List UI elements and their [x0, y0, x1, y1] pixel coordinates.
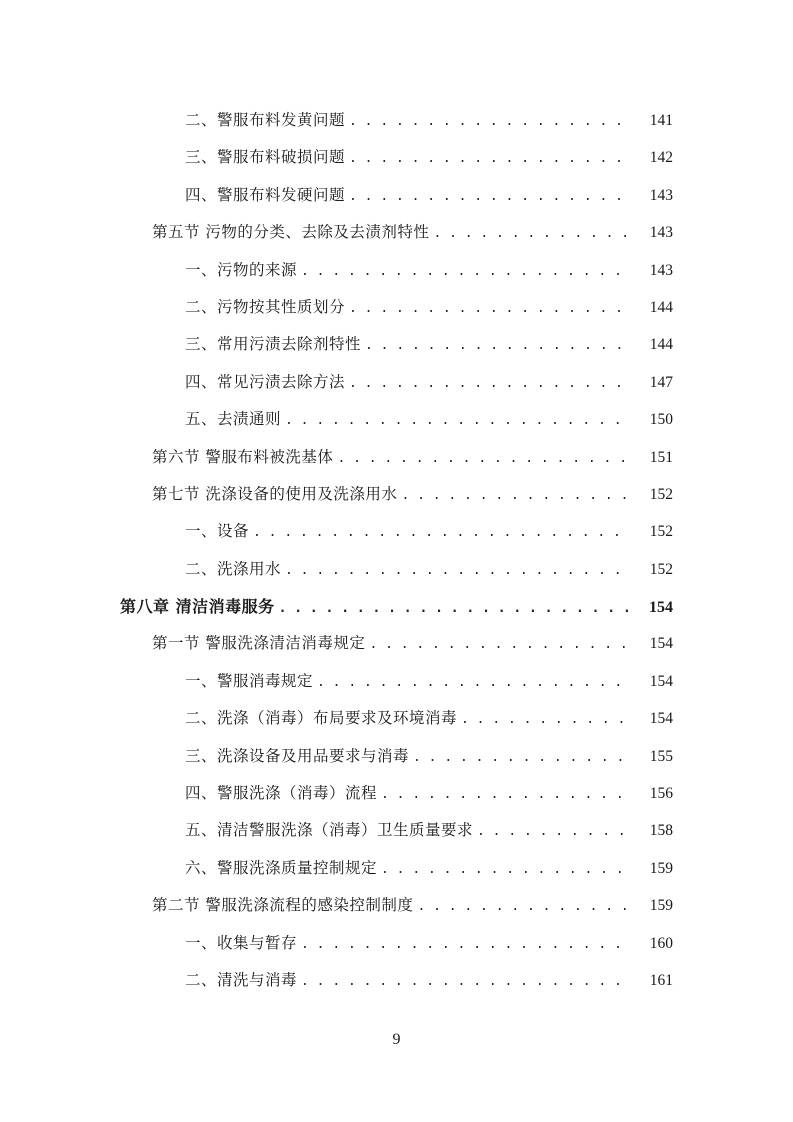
toc-subsection-entry [0, 925, 793, 962]
toc-entry-title: 一、污物的来源 [185, 260, 298, 279]
toc-subsection-entry [0, 364, 793, 401]
toc-dot-leader [417, 888, 631, 925]
toc-entry-title: 二、洗涤用水 [185, 559, 282, 578]
toc-dot-leader [461, 701, 631, 738]
toc-dot-leader [369, 626, 631, 663]
toc-entry-page: 151 [649, 448, 673, 466]
toc-entry-title: 三、常用污渍去除剂特性 [185, 335, 362, 354]
toc-entry-page: 141 [649, 112, 673, 129]
toc-subsection-entry [0, 513, 793, 550]
toc-subsection-entry [0, 850, 793, 887]
toc-chapter-entry [0, 588, 793, 625]
toc-dot-leader [349, 365, 631, 402]
toc-subsection-entry [0, 102, 793, 139]
toc-subsection-entry [0, 738, 793, 775]
toc-entry-title: 一、收集与暂存 [185, 933, 298, 952]
toc-entry-page: 154 [649, 672, 673, 690]
toc-entry-title: 五、清洁警服洗涤（消毒）卫生质量要求 [185, 821, 474, 840]
toc-entry-page: 154 [649, 599, 673, 617]
toc-entry-page: 144 [649, 336, 673, 354]
toc-entry-page: 147 [649, 373, 673, 391]
toc-dot-leader [337, 440, 631, 477]
toc-entry-title: 四、警服洗涤（消毒）流程 [185, 784, 378, 803]
toc-subsection-entry [0, 139, 793, 176]
toc-entry-title: 二、警服布料发黄问题 [185, 111, 346, 129]
toc-subsection-entry [0, 551, 793, 588]
toc-subsection-entry [0, 663, 793, 700]
toc-entry-page: 144 [649, 298, 673, 316]
toc-entry-page: 154 [649, 635, 673, 653]
toc-entry-page: 143 [649, 261, 673, 279]
toc-section-entry [0, 887, 793, 924]
toc-entry-title: 二、污物按其性质划分 [185, 297, 346, 316]
toc-section-entry [0, 625, 793, 662]
toc-dot-leader [381, 776, 631, 813]
toc-section-entry [0, 439, 793, 476]
toc-entry-title: 第八章 清洁消毒服务 [120, 597, 275, 617]
toc-subsection-entry [0, 700, 793, 737]
page-number: 9 [392, 1031, 401, 1048]
toc-dot-leader [301, 926, 631, 963]
toc-entry-title: 二、清洗与消毒 [185, 970, 298, 989]
toc-entry-page: 156 [649, 785, 673, 803]
toc-subsection-entry [0, 252, 793, 289]
toc-entry-title: 三、警服布料破损问题 [185, 148, 346, 167]
toc-entry-title: 第五节 污物的分类、去除及去渍剂特性 [152, 223, 430, 242]
toc-entry-title: 四、警服布料发硬问题 [185, 185, 346, 204]
toc-section-entry [0, 214, 793, 251]
toc-entry-page: 161 [649, 971, 673, 989]
toc-entry-page: 160 [649, 934, 673, 952]
toc-entry-title: 三、洗涤设备及用品要求与消毒 [185, 746, 410, 765]
toc-entry-title: 五、去渍通则 [185, 410, 282, 429]
toc-dot-leader [349, 178, 631, 215]
toc-entry-title: 第六节 警服布料被洗基体 [152, 447, 334, 466]
toc-dot-leader [301, 253, 631, 290]
toc-entry-title: 第一节 警服洗涤清洁消毒规定 [152, 634, 366, 653]
toc-subsection-entry [0, 326, 793, 363]
toc-entry-title: 一、设备 [185, 522, 250, 541]
toc-subsection-entry [0, 962, 793, 999]
toc-subsection-entry [0, 775, 793, 812]
toc-entry-page: 152 [649, 560, 673, 578]
toc-dot-leader [349, 140, 631, 177]
toc-entry-page: 143 [649, 224, 673, 242]
toc-entry-page: 150 [649, 411, 673, 429]
toc-dot-leader [349, 290, 631, 327]
toc-dot-leader [349, 103, 631, 140]
toc-section-entry [0, 476, 793, 513]
toc-entry-title: 二、洗涤（消毒）布局要求及环境消毒 [185, 709, 458, 728]
toc-entry-title: 六、警服洗涤质量控制规定 [185, 858, 378, 877]
toc-dot-leader [365, 327, 631, 364]
toc-dot-leader [253, 514, 631, 551]
toc-subsection-entry [0, 401, 793, 438]
toc-dot-leader [279, 590, 631, 627]
toc-entry-page: 159 [649, 897, 673, 915]
toc-dot-leader [285, 402, 631, 439]
toc-dot-leader [433, 215, 631, 252]
toc-entry-page: 155 [649, 747, 673, 765]
toc-entry-title: 第二节 警服洗涤流程的感染控制制度 [152, 896, 414, 915]
toc-entry-title: 第七节 洗涤设备的使用及洗涤用水 [152, 484, 398, 503]
toc-entry-title: 一、警服消毒规定 [185, 671, 314, 690]
toc-dot-leader [413, 739, 631, 776]
toc-dot-leader [317, 664, 631, 701]
toc-entry-page: 152 [649, 523, 673, 541]
toc-entry-page: 154 [649, 710, 673, 728]
toc-entry-page: 142 [649, 149, 673, 167]
toc-entry-page: 159 [649, 859, 673, 877]
toc-entry-title: 四、常见污渍去除方法 [185, 372, 346, 391]
toc-dot-leader [285, 552, 631, 589]
table-of-contents [0, 102, 793, 999]
toc-subsection-entry [0, 812, 793, 849]
toc-subsection-entry [0, 177, 793, 214]
toc-entry-page: 158 [649, 822, 673, 840]
toc-dot-leader [477, 813, 631, 850]
toc-dot-leader [381, 851, 631, 888]
toc-dot-leader [301, 963, 631, 1000]
toc-dot-leader [401, 477, 631, 514]
toc-subsection-entry [0, 289, 793, 326]
toc-entry-page: 152 [649, 485, 673, 503]
toc-entry-page: 143 [649, 186, 673, 204]
